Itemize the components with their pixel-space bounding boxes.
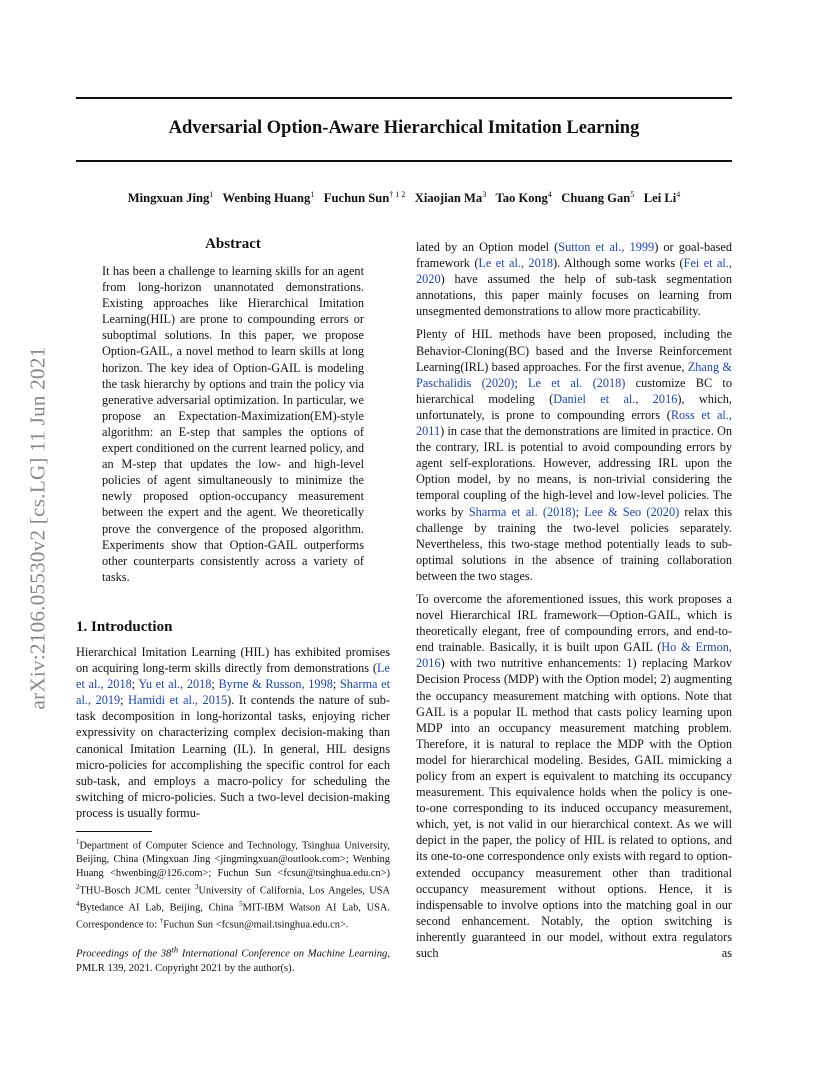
abstract-heading: Abstract xyxy=(205,236,261,252)
author-name: Xiaojian Ma xyxy=(414,191,483,206)
footnote-rule xyxy=(76,831,152,832)
citation-link[interactable]: Byrne & Russon, 1998 xyxy=(218,677,333,692)
arxiv-stamp-text: arXiv:2106.05530v2 [cs.LG] 11 Jun 2021 xyxy=(25,346,50,710)
abstract-text: It has been a challenge to learning skills for an agent from long-horizon unannotated demonstrations. Existing approaches like Hierarchical Imitation Learning(HIL) are prone to compounding errors or suboptimal solutions. In this paper, we propose Option-GAIL, a novel method to learn skills at long horizon. The key idea of Option-GAIL is modeling the task hierarchy by options and train the policy via generative adversarial optimization. In particular, we propose an Expectation-Maximization(EM)-style algorithm: an E-step that samples the options of expert conditioned on the current learned policy, and an M-step that updates the low- and high-level policies of agent simultaneously to minimize the newly proposed option-occupancy measurement between the expert and the agent. We theoretically prove the convergence of the proposed algorithm. Experiments show that Option-GAIL outperforms other counterparts consistently across a variety of tasks. xyxy=(102,264,364,584)
text-span: ) or goal-based framework ( xyxy=(416,240,732,271)
author-name: Wenbing Huang xyxy=(222,191,311,206)
citation-link[interactable]: Sharma et al. (2018) xyxy=(468,504,576,519)
citation-link[interactable]: Fei et al., 2020 xyxy=(416,256,732,287)
body-paragraph xyxy=(416,239,732,319)
author-name: Mingxuan Jing xyxy=(127,191,210,206)
citation-link[interactable]: Ho & Ermon, 2016 xyxy=(416,640,732,671)
citation-link[interactable]: Sutton et al., 1999 xyxy=(558,240,655,254)
citation-link[interactable]: Zhang & Paschalidis (2020) xyxy=(416,359,732,390)
citation-link[interactable]: Le et al., 2018 xyxy=(76,661,390,692)
proceedings-text: , PMLR 139, 2021. Copyright 2021 by the author(s). xyxy=(76,948,390,974)
introduction-body xyxy=(76,644,390,821)
author-name: Tao Kong xyxy=(495,191,548,206)
author-affiliation: 5 xyxy=(630,190,635,199)
text-span: ; xyxy=(120,693,129,708)
proceedings-superscript: th xyxy=(171,944,179,954)
citation-link[interactable]: Daniel et al., 2016 xyxy=(553,391,678,406)
text-span: relax this challenge by training the two-level policies separately. Nevertheless, this two-stage method potentially leads to sub-optimal solutions in the absence of training collaboration between the two stages. xyxy=(416,504,732,583)
author-name: Chuang Gan xyxy=(561,191,631,206)
text-span: ; xyxy=(575,504,585,519)
text-span: ). It contends the nature of sub-task decomposition in long-horizontal tasks, enjoying richer expressivity on characterizing complex decision-making than canonical Imitation Learning (IL). In general, HIL designs micro-policies for accomplishing the specific control for each sub-task, and employs a macro-policy for scheduling the switching of micro-policies. Such a two-level decision-making process is usually formu- xyxy=(76,693,390,820)
title-top-rule xyxy=(76,97,732,99)
body-paragraph xyxy=(416,326,732,584)
citation-link[interactable]: Ross et al., 2011 xyxy=(416,407,733,439)
body-paragraph xyxy=(416,591,732,961)
text-span: ), which, unfortunately, is prone to compounding errors ( xyxy=(416,391,732,422)
text-span: ; xyxy=(514,375,529,390)
footnote-text: Fuchun Sun <fcsun@mail.tsinghua.edu.cn>. xyxy=(163,919,349,931)
author-affiliation: 4 xyxy=(547,190,552,199)
text-span: ) in case that the demonstrations are limited in practice. On the contrary, IRL is potential to avoid compounding errors by agent self-explorations. However, addressing IRL upon the Option model, by no means, is non-trivial considering the temporal coupling of the high-level and low-level policies. The works by xyxy=(416,424,732,519)
citation-link[interactable]: Yu et al., 2018 xyxy=(138,677,212,692)
footnote-text: University of California, Los Angeles, USA xyxy=(198,885,390,897)
proceedings-italic: International Conference on Machine Learning xyxy=(178,948,388,960)
text-span: ; xyxy=(211,677,219,692)
text-span: ). Although some works ( xyxy=(553,256,684,271)
author-affiliation: 1 xyxy=(310,190,315,199)
footnote-text: THU-Bosch JCML center xyxy=(79,885,195,897)
citation-link[interactable]: Hamidi et al., 2015 xyxy=(128,693,228,708)
author-name: Lei Li xyxy=(643,191,677,206)
citation-link[interactable]: Le et al. (2018) xyxy=(528,375,626,390)
author-name: Fuchun Sun xyxy=(323,191,390,206)
text-span: ) with two nutritive enhancements: 1) replacing Markov Decision Process (MDP) with the Option model; 2) augmenting the occupancy measurement matching with options. Note that GAIL is a popular IL method that casts policy learning upon MDP into an occupancy measurement matching problem. Therefore, it is natural to replace the MDP with the Option model for hierarchical modeling. Besides, GAIL mimicking a policy from an expert is equivalent to matching its occupancy measurement. This equivalence holds when the policy is one-to-one corresponding to its induced occupancy measurement, which, yet, is not valid in our hierarchical context. As we will depict in the paper, the policy of HIL is related to options, and its one-to-one correspondence only exists with regard to option-extended occupancy measurement other than traditional occupancy measurement without options. Hence, it is indispensable to involve options into the matching goal in our second enhancement. Notably, the option switching is inherently guaranteed in our model, without extra regulators such as xyxy=(416,656,732,961)
footnote-text: Bytedance AI Lab, Beijing, China xyxy=(79,902,240,914)
author-affiliation: 1 xyxy=(209,190,214,199)
title-bottom-rule xyxy=(76,160,732,162)
citation-link[interactable]: Le et al., 2018 xyxy=(478,256,554,271)
proceedings-italic: Proceedings of the 38 xyxy=(76,948,172,960)
author-list xyxy=(76,190,732,206)
citation-link[interactable]: Sharma et al., 2019 xyxy=(76,677,390,708)
author-affiliation: 4 xyxy=(676,190,681,199)
citation-link[interactable]: Lee & Seo (2020) xyxy=(584,504,680,519)
section-heading-introduction: 1. Introduction xyxy=(76,619,173,635)
text-span: ; xyxy=(131,677,139,692)
text-span: To overcome the aforementioned issues, this work proposes a novel Hierarchical IRL framework—Option-GAIL, which is theoretically elegant, free of compounding errors, and end-to-end trainable. Basically, it is built upon GAIL ( xyxy=(416,591,732,655)
footnote-text: MIT-IBM Watson AI Lab, USA. Correspondence to: xyxy=(76,902,390,931)
text-span: lated by an Option model ( xyxy=(416,240,559,254)
text-span: Plenty of HIL methods have been proposed, including the Behavior-Cloning(BC) based and the Inverse Reinforcement Learning(IRL) based approaches. For the first avenue, xyxy=(416,327,732,374)
paper-title: Adversarial Option-Aware Hierarchical Imitation Learning xyxy=(168,118,640,138)
author-affiliation: † 1 2 xyxy=(389,190,406,199)
text-span: customize BC to hierarchical modeling ( xyxy=(416,375,732,406)
introduction-paragraph xyxy=(76,644,390,821)
right-column xyxy=(416,239,732,961)
text-span: ; xyxy=(332,677,340,692)
proceedings-note xyxy=(76,942,390,976)
affiliations-footnote: $^1$Department of Computer Science and Technology, Tsinghua University, Beijing, China (Mingxuan Jing <jingmingxuan@outlook.com>; Wenbing Huang <hwenbing@126.com>; Fuchun Sun <fcsun@tsinghua.edu.cn>) $^2$THU-Bosch JCML center $^3$University of California, Los Angeles, USA $^4$Bytedance AI Lab, Beijing, China $^5$MIT-IBM Watson AI Lab, USA. Correspondence to: †Fuchun Sun <fcsun@mail.tsinghua.edu.cn>. xyxy=(76,838,390,931)
abstract-body xyxy=(102,263,364,585)
footnote-text: Department of Computer Science and Technology, Tsinghua University, Beijing, China (Mingxuan Jing <jingmingxuan@outlook.com>; Wenbing Huang <hwenbing@126.com>; Fuchun Sun <fcsun@tsinghua.edu.cn>) xyxy=(76,840,390,880)
text-span: ) have assumed the help of sub-task segmentation annotations, this paper mainly focuses on learning from unsegmented demonstrations to allow more practicability. xyxy=(416,272,732,319)
author-affiliation: 3 xyxy=(482,190,487,199)
text-span: Hierarchical Imitation Learning (HIL) has exhibited promises on acquiring long-term skills directly from demonstrations ( xyxy=(76,645,390,676)
